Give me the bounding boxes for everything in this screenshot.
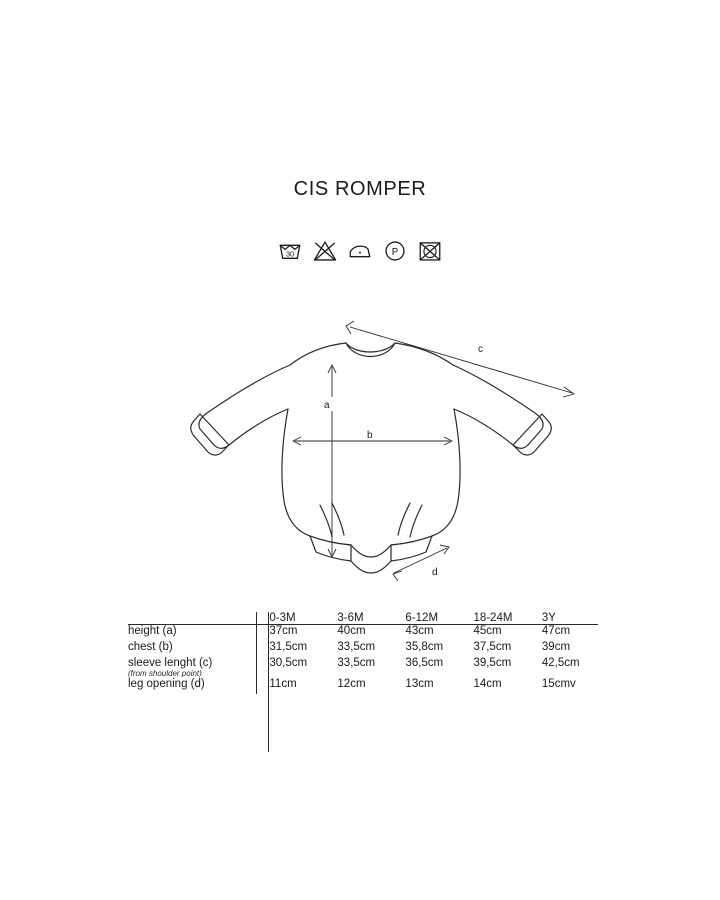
right-body-side bbox=[432, 409, 460, 536]
cell-leg-3y: 15cmv bbox=[541, 678, 576, 690]
crotch-line bbox=[310, 536, 432, 557]
cell-sleeve-6-12m: 36,5cm bbox=[405, 657, 444, 669]
cell-height-3-6m: 40cm bbox=[337, 625, 366, 637]
neckline-inner bbox=[346, 343, 395, 357]
gusset-line bbox=[351, 561, 391, 573]
table-header-0-3m: 0-3M bbox=[269, 612, 296, 624]
table-row bbox=[128, 657, 598, 678]
right-gather-1 bbox=[410, 505, 422, 537]
table-header-18-24m: 18-24M bbox=[473, 612, 513, 624]
measure-label-b: b bbox=[367, 430, 373, 441]
table-header-3-6m: 3-6M bbox=[337, 612, 364, 624]
cell-sleeve-3-6m: 33,5cm bbox=[337, 657, 376, 669]
left-body-side bbox=[282, 409, 310, 536]
care-symbols-row bbox=[0, 238, 720, 264]
row-note-sleeve-length: (from shoulder point) bbox=[128, 669, 202, 678]
cell-height-18-24m: 45cm bbox=[473, 625, 502, 637]
size-table-wrapper bbox=[128, 612, 598, 694]
right-gather-2 bbox=[398, 503, 410, 535]
cell-height-6-12m: 43cm bbox=[405, 625, 434, 637]
row-label-chest: chest (b) bbox=[128, 641, 173, 653]
left-sleeve bbox=[199, 365, 290, 448]
table-row bbox=[128, 678, 598, 694]
measure-label-d: d bbox=[432, 567, 438, 578]
right-cuff bbox=[513, 414, 551, 455]
dry-clean-letter: P bbox=[391, 247, 399, 259]
cell-chest-3-6m: 33,5cm bbox=[337, 641, 376, 653]
cell-chest-0-3m: 31,5cm bbox=[269, 641, 308, 653]
table-column-divider bbox=[268, 612, 269, 752]
measure-label-c: c bbox=[478, 344, 483, 355]
cell-leg-6-12m: 13cm bbox=[405, 678, 434, 690]
iron-low-icon bbox=[347, 238, 373, 264]
left-cuff bbox=[191, 414, 229, 455]
do-not-tumble-dry-icon bbox=[417, 238, 443, 264]
measure-label-a: a bbox=[324, 400, 330, 411]
row-label-height: height (a) bbox=[128, 625, 177, 637]
shoulder-line bbox=[290, 343, 453, 365]
garment-illustration bbox=[150, 305, 590, 595]
dry-clean-p-icon bbox=[382, 238, 408, 264]
table-corner-cell bbox=[128, 612, 257, 624]
table-header-row bbox=[128, 612, 598, 624]
left-leg-band bbox=[310, 536, 351, 561]
wash-temp-label: 30 bbox=[285, 249, 295, 259]
measure-d-line bbox=[394, 548, 447, 573]
table-header-3y: 3Y bbox=[541, 612, 556, 624]
cell-leg-3-6m: 12cm bbox=[337, 678, 366, 690]
right-leg-band bbox=[391, 536, 432, 561]
cell-chest-6-12m: 35,8cm bbox=[405, 641, 444, 653]
cell-sleeve-3y: 42,5cm bbox=[541, 657, 580, 669]
table-row bbox=[128, 641, 598, 657]
left-gather-2 bbox=[332, 503, 344, 535]
cell-leg-18-24m: 14cm bbox=[473, 678, 502, 690]
row-label-sleeve-length: sleeve lenght (c) bbox=[128, 657, 213, 669]
measure-c-line bbox=[350, 327, 572, 393]
page-title: CIS ROMPER bbox=[293, 178, 427, 200]
cell-chest-18-24m: 37,5cm bbox=[473, 641, 512, 653]
cell-chest-3y: 39cm bbox=[541, 641, 571, 653]
cell-sleeve-18-24m: 39,5cm bbox=[473, 657, 512, 669]
table-row bbox=[128, 625, 598, 642]
size-table bbox=[128, 612, 598, 694]
cell-sleeve-0-3m: 30,5cm bbox=[269, 657, 308, 669]
row-label-leg-opening: leg opening (d) bbox=[128, 678, 205, 690]
table-header-6-12m: 6-12M bbox=[405, 612, 439, 624]
cell-height-3y: 47cm bbox=[541, 625, 571, 637]
right-sleeve bbox=[453, 365, 543, 448]
cell-height-0-3m: 37cm bbox=[269, 625, 298, 637]
left-gather-1 bbox=[320, 505, 332, 537]
wash-30-icon bbox=[277, 238, 303, 264]
cell-leg-0-3m: 11cm bbox=[269, 678, 297, 690]
do-not-bleach-icon bbox=[312, 238, 338, 264]
